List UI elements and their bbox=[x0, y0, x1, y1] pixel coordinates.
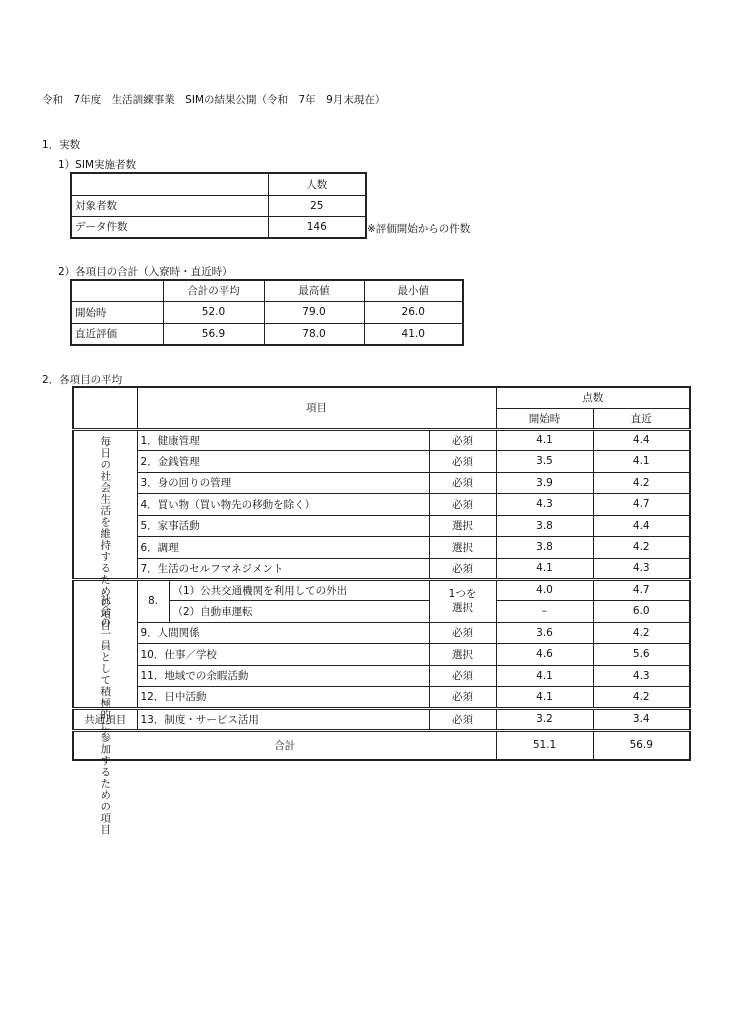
item-cell: （1）公共交通機関を利用しての外出 bbox=[169, 579, 429, 600]
recent-cell: 4.2 bbox=[593, 472, 690, 493]
start-cell: 3.8 bbox=[496, 515, 593, 536]
group1-label: 毎日の社会生活を維持するための項目 bbox=[99, 436, 112, 632]
recent-cell: 6.0 bbox=[593, 600, 690, 622]
type-cell: 必須 bbox=[429, 708, 496, 730]
type-cell: 必須 bbox=[429, 665, 496, 686]
group3-label: 共通項目 bbox=[73, 708, 137, 730]
sim-count-table bbox=[70, 172, 367, 239]
col-header-count: 人数 bbox=[268, 173, 366, 195]
item-cell: 2．金銭管理 bbox=[137, 450, 429, 472]
header-avg: 合計の平均 bbox=[163, 280, 264, 301]
start-cell: 3.5 bbox=[496, 450, 593, 472]
type-cell: 必須 bbox=[429, 558, 496, 579]
recent-cell: 4.7 bbox=[593, 493, 690, 515]
start-cell: 4.0 bbox=[496, 579, 593, 600]
recent-cell: 4.3 bbox=[593, 558, 690, 579]
row-label: 直近評価 bbox=[71, 323, 163, 345]
total-recent: 56.9 bbox=[593, 730, 690, 760]
row8-number: 8. bbox=[137, 579, 169, 622]
header-score: 点数 bbox=[496, 387, 690, 408]
page-title: 令和 7年度 生活訓練事業 SIMの結果公開（令和 7年 9月末現在） bbox=[42, 94, 386, 106]
recent-cell: 4.4 bbox=[593, 429, 690, 450]
start-cell: 4.1 bbox=[496, 686, 593, 708]
item-cell: 1．健康管理 bbox=[137, 429, 429, 450]
item-cell: 6．調理 bbox=[137, 536, 429, 558]
item-cell: 10．仕事／学校 bbox=[137, 643, 429, 665]
blank-cell bbox=[73, 387, 137, 429]
recent-cell: 4.1 bbox=[593, 450, 690, 472]
row-label: 開始時 bbox=[71, 301, 163, 323]
recent-cell: 4.2 bbox=[593, 686, 690, 708]
start-cell: 4.1 bbox=[496, 429, 593, 450]
cell-min: 41.0 bbox=[364, 323, 463, 345]
cell-max: 79.0 bbox=[264, 301, 364, 323]
recent-cell: 4.7 bbox=[593, 579, 690, 600]
start-cell: 4.1 bbox=[496, 665, 593, 686]
blank-cell bbox=[71, 280, 163, 301]
recent-cell: 3.4 bbox=[593, 708, 690, 730]
item-average-table bbox=[72, 386, 691, 835]
header-min: 最小値 bbox=[364, 280, 463, 301]
type-cell: 必須 bbox=[429, 686, 496, 708]
header-item: 項目 bbox=[137, 387, 496, 429]
type-cell: 選択 bbox=[429, 536, 496, 558]
type-cell: 必須 bbox=[429, 622, 496, 643]
item-cell: 13．制度・サービス活用 bbox=[137, 708, 429, 730]
start-cell: 3.6 bbox=[496, 622, 593, 643]
cell-avg: 52.0 bbox=[163, 301, 264, 323]
total-start: 51.1 bbox=[496, 730, 593, 760]
row-label: 対象者数 bbox=[71, 195, 268, 216]
section2-heading: 2．各項目の平均 bbox=[42, 374, 123, 386]
sub1-heading: 1）SIM実施者数 bbox=[58, 159, 137, 171]
start-cell: 3.9 bbox=[496, 472, 593, 493]
type-cell: 必須 bbox=[429, 472, 496, 493]
item-cell: 4．買い物（買い物先の移動を除く） bbox=[137, 493, 429, 515]
header-start: 開始時 bbox=[496, 408, 593, 429]
row-value: 25 bbox=[268, 195, 366, 216]
type-cell: 必須 bbox=[429, 493, 496, 515]
item-cell: （2）自動車運転 bbox=[169, 600, 429, 622]
start-cell: 4.3 bbox=[496, 493, 593, 515]
start-cell: 3.2 bbox=[496, 708, 593, 730]
type-cell: 必須 bbox=[429, 450, 496, 472]
header-max: 最高値 bbox=[264, 280, 364, 301]
row-label: データ件数 bbox=[71, 216, 268, 238]
section1-heading: 1．実数 bbox=[42, 139, 81, 151]
item-cell: 11．地域での余暇活動 bbox=[137, 665, 429, 686]
cell-avg: 56.9 bbox=[163, 323, 264, 345]
group1-label-cell bbox=[73, 429, 137, 632]
item-cell: 12．日中活動 bbox=[137, 686, 429, 708]
recent-cell: 5.6 bbox=[593, 643, 690, 665]
totals-table bbox=[70, 279, 464, 346]
sub2-heading: 2）各項目の合計（入寮時・直近時） bbox=[58, 266, 233, 278]
start-cell: – bbox=[496, 600, 593, 622]
note-text: ※評価開始からの件数 bbox=[367, 223, 471, 235]
item-cell: 7．生活のセルフマネジメント bbox=[137, 558, 429, 579]
type-cell: 選択 bbox=[429, 643, 496, 665]
start-cell: 3.8 bbox=[496, 536, 593, 558]
header-recent: 直近 bbox=[593, 408, 690, 429]
row-value: 146 bbox=[268, 216, 366, 238]
item-cell: 3．身の回りの管理 bbox=[137, 472, 429, 493]
start-cell: 4.1 bbox=[496, 558, 593, 579]
cell-min: 26.0 bbox=[364, 301, 463, 323]
cell-max: 78.0 bbox=[264, 323, 364, 345]
group2-label: 社会の一員として積極的に参加するための項目 bbox=[99, 593, 112, 835]
recent-cell: 4.3 bbox=[593, 665, 690, 686]
type-cell: 1つを 選択 bbox=[429, 579, 496, 622]
item-cell: 5．家事活動 bbox=[137, 515, 429, 536]
recent-cell: 4.2 bbox=[593, 622, 690, 643]
type-cell: 必須 bbox=[429, 429, 496, 450]
item-cell: 9．人間関係 bbox=[137, 622, 429, 643]
type-cell: 選択 bbox=[429, 515, 496, 536]
start-cell: 4.6 bbox=[496, 643, 593, 665]
recent-cell: 4.2 bbox=[593, 536, 690, 558]
blank-cell bbox=[71, 173, 268, 195]
recent-cell: 4.4 bbox=[593, 515, 690, 536]
total-label: 合計 bbox=[73, 730, 496, 760]
